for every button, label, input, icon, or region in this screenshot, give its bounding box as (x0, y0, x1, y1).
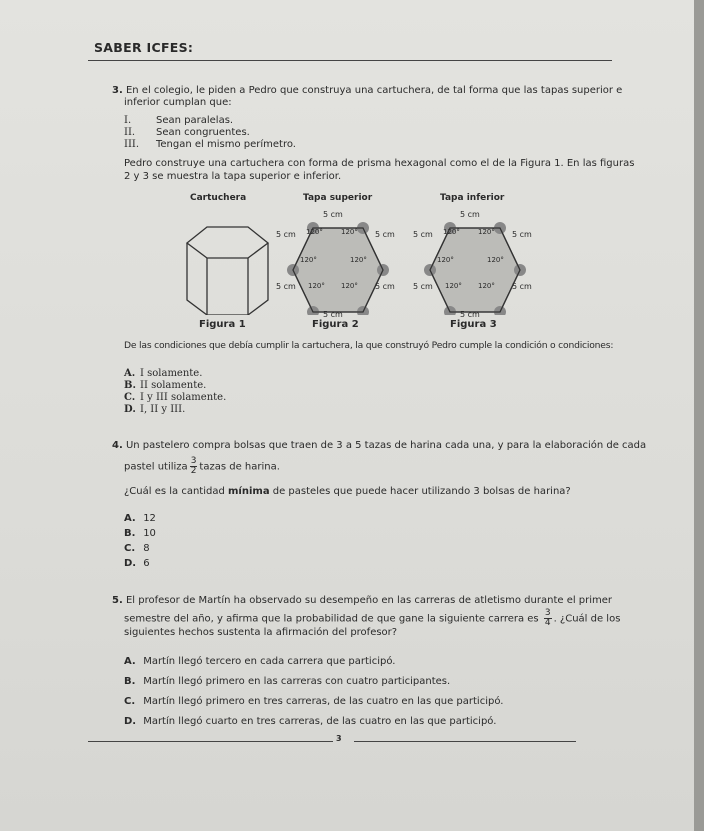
figure3-title: Tapa inferior (440, 193, 505, 203)
q4-question: ¿Cuál es la cantidad mínima de pasteles que puede hacer utilizando 3 bolsas de harina? (124, 486, 571, 497)
q4-option-b[interactable]: B. 10 (124, 528, 156, 539)
fig3-side-top: 5 cm (460, 210, 480, 219)
fig2-side-top: 5 cm (323, 210, 343, 219)
q3-condition-1: I. Sean paralelas. (124, 115, 234, 126)
q3-option-d[interactable]: D. I, II y III. (124, 404, 186, 415)
fig3-angle: 120° (478, 228, 495, 236)
fig2-side-upper-left: 5 cm (276, 230, 296, 239)
q5-option-c[interactable]: C. Martín llegó primero en tres carreras, de las cuatro en las que participó. (124, 696, 504, 707)
fig3-side-upper-left: 5 cm (413, 230, 433, 239)
q3-option-a[interactable]: A. I solamente. (124, 368, 203, 379)
fig2-angle: 120° (308, 282, 325, 290)
q4-option-d[interactable]: D. 6 (124, 558, 150, 569)
q3-text-line1: 3. En el colegio, le piden a Pedro que construya una cartuchera, de tal forma que las tapas superior e (112, 85, 623, 96)
fraction-three-quarters: $\frac{3}{4}$ (544, 608, 551, 628)
figure3-caption: Figura 3 (450, 319, 497, 330)
fig2-angle: 120° (300, 256, 317, 264)
header-rule (88, 60, 612, 61)
q5-text-line1: 5. El profesor de Martín ha observado su desempeño en las carreras de atletismo durante el primer (112, 595, 613, 606)
fig3-angle: 120° (445, 282, 462, 290)
q3-option-b[interactable]: B. II solamente. (124, 380, 207, 391)
q5-text-line2: semestre del año, y afirma que la probabilidad de que gane la siguiente carrera es $\frac{3}{4}$ . ¿Cuál de los (124, 608, 621, 628)
header-title: SABER ICFES: (94, 40, 194, 55)
q5-option-a[interactable]: A. Martín llegó tercero en cada carrera que participó. (124, 656, 396, 667)
fig2-angle: 120° (341, 282, 358, 290)
page-number: 3 (336, 734, 342, 743)
fig3-side-upper-right: 5 cm (512, 230, 532, 239)
figures-illustration (170, 205, 570, 315)
q3-paragraph-line1: Pedro construye una cartuchera con forma de prisma hexagonal como el de la Figura 1. En las figuras (124, 158, 635, 169)
fig3-angle: 120° (487, 256, 504, 264)
page-edge (694, 0, 704, 831)
q4-text-line2: pastel utiliza $\frac{3}{2}$ tazas de harina. (124, 456, 280, 476)
fig2-side-bottom: 5 cm (323, 310, 343, 319)
fig2-angle: 120° (306, 228, 323, 236)
fig3-side-bottom: 5 cm (460, 310, 480, 319)
fig3-side-lower-left: 5 cm (413, 282, 433, 291)
q4-text-line1: 4. Un pastelero compra bolsas que traen de 3 a 5 tazas de harina cada una, y para la elaboración de cada (112, 440, 647, 451)
q5-option-d[interactable]: D. Martín llegó cuarto en tres carreras, de las cuatro en las que participó. (124, 716, 497, 727)
fig3-angle: 120° (443, 228, 460, 236)
fig2-side-lower-left: 5 cm (276, 282, 296, 291)
fig3-side-lower-right: 5 cm (512, 282, 532, 291)
q4-option-a[interactable]: A. 12 (124, 513, 156, 524)
q5-text-line3: siguientes hechos sustenta la afirmación del profesor? (124, 627, 398, 638)
q3-condition-3: III. Tengan el mismo perímetro. (124, 139, 296, 150)
fig2-angle: 120° (350, 256, 367, 264)
figure1-caption: Figura 1 (199, 319, 246, 330)
q3-text-line2: inferior cumplan que: (124, 97, 232, 108)
fig2-side-lower-right: 5 cm (375, 282, 395, 291)
footer-rule-right (354, 741, 576, 742)
hexagonal-prism-figure (187, 227, 268, 315)
fig3-angle: 120° (478, 282, 495, 290)
q5-option-b[interactable]: B. Martín llegó primero en las carreras con cuatro participantes. (124, 676, 451, 687)
fig2-side-upper-right: 5 cm (375, 230, 395, 239)
fraction-three-halves: $\frac{3}{2}$ (190, 456, 197, 476)
fig3-angle: 120° (437, 256, 454, 264)
figure1-title: Cartuchera (190, 193, 247, 203)
q3-paragraph-line2: 2 y 3 se muestra la tapa superior e inferior. (124, 171, 342, 182)
figure2-caption: Figura 2 (312, 319, 359, 330)
fig2-angle: 120° (341, 228, 358, 236)
q4-option-c[interactable]: C. 8 (124, 543, 150, 554)
footer-rule-left (88, 741, 333, 742)
q3-prompt: De las condiciones que debía cumplir la cartuchera, la que construyó Pedro cumple la condición o condiciones: (124, 340, 614, 351)
q3-condition-2: II. Sean congruentes. (124, 127, 250, 138)
figure2-title: Tapa superior (303, 193, 373, 203)
q3-option-c[interactable]: C. I y III solamente. (124, 392, 227, 403)
